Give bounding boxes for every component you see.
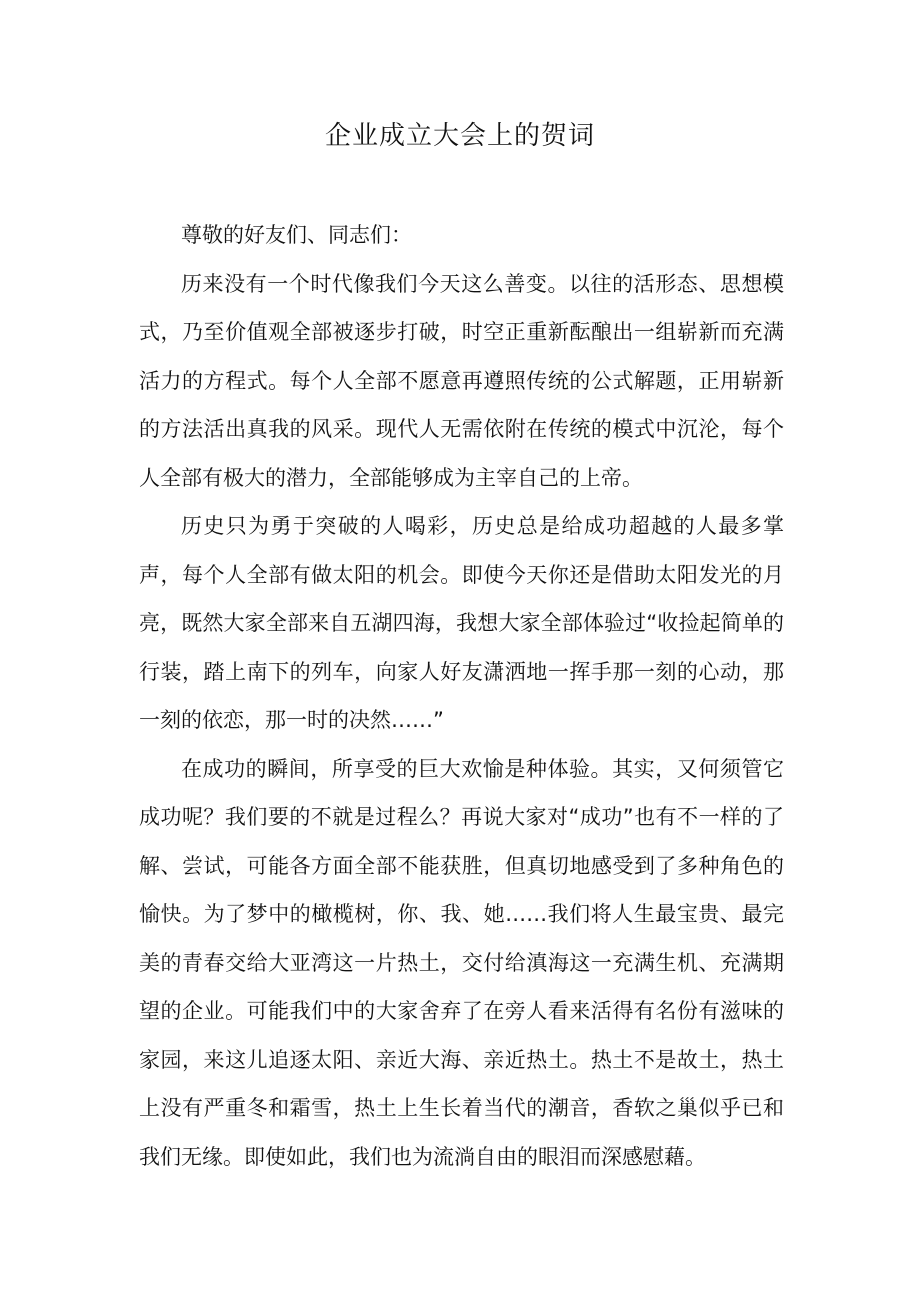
paragraph-1: 历来没有一个时代像我们今天这么善变。以往的活形态、思想模式，乃至价值观全部被逐步打破，时空正重新酝酿出一组崭新而充满活力的方程式。每个人全部不愿意再遵照传统的公式解题，正用崭新的方法活出真我的风采。现代人无需依附在传统的模式中沉沦，每个人全部有极大的潜力，全部能够成为主宰自己的上帝。 [139, 271, 784, 490]
paragraph-2: 历史只为勇于突破的人喝彩，历史总是给成功超越的人最多掌声，每个人全部有做太阳的机会。即使今天你还是借助太阳发光的月亮，既然大家全部来自五湖四海，我想大家全部体验过“收捡起简单的行装，踏上南下的列车，向家人好友潇洒地一挥手那一刻的心动，那一刻的依恋，那一时的决然……” [139, 514, 784, 732]
paragraph-greeting: 尊敬的好友们、同志们： [181, 223, 412, 247]
document-title: 企业成立大会上的贺词 [324, 121, 595, 151]
paragraph-3: 在成功的瞬间，所享受的巨大欢愉是种体验。其实，又何须管它成功呢？我们要的不就是过程么？再说大家对“成功”也有不一样的了解、尝试，可能各方面全部不能获胜，但真切地感受到了多种角色的愉快。为了梦中的橄榄树，你、我、她……我们将人生最宝贵、最完美的青春交给大亚湾这一片热土，交付给滇海这一充满生机、充满期望的企业。可能我们中的大家舍弃了在旁人看来活得有名份有滋味的家园，来这儿追逐太阳、亲近大海、亲近热土。热土不是故土，热土上没有严重冬和霜雪，热土上生长着当代的潮音，香软之巢似乎已和我们无缘。即使如此，我们也为流淌自由的眼泪而深感慰藉。 [139, 756, 784, 1169]
document-body [139, 211, 784, 1181]
